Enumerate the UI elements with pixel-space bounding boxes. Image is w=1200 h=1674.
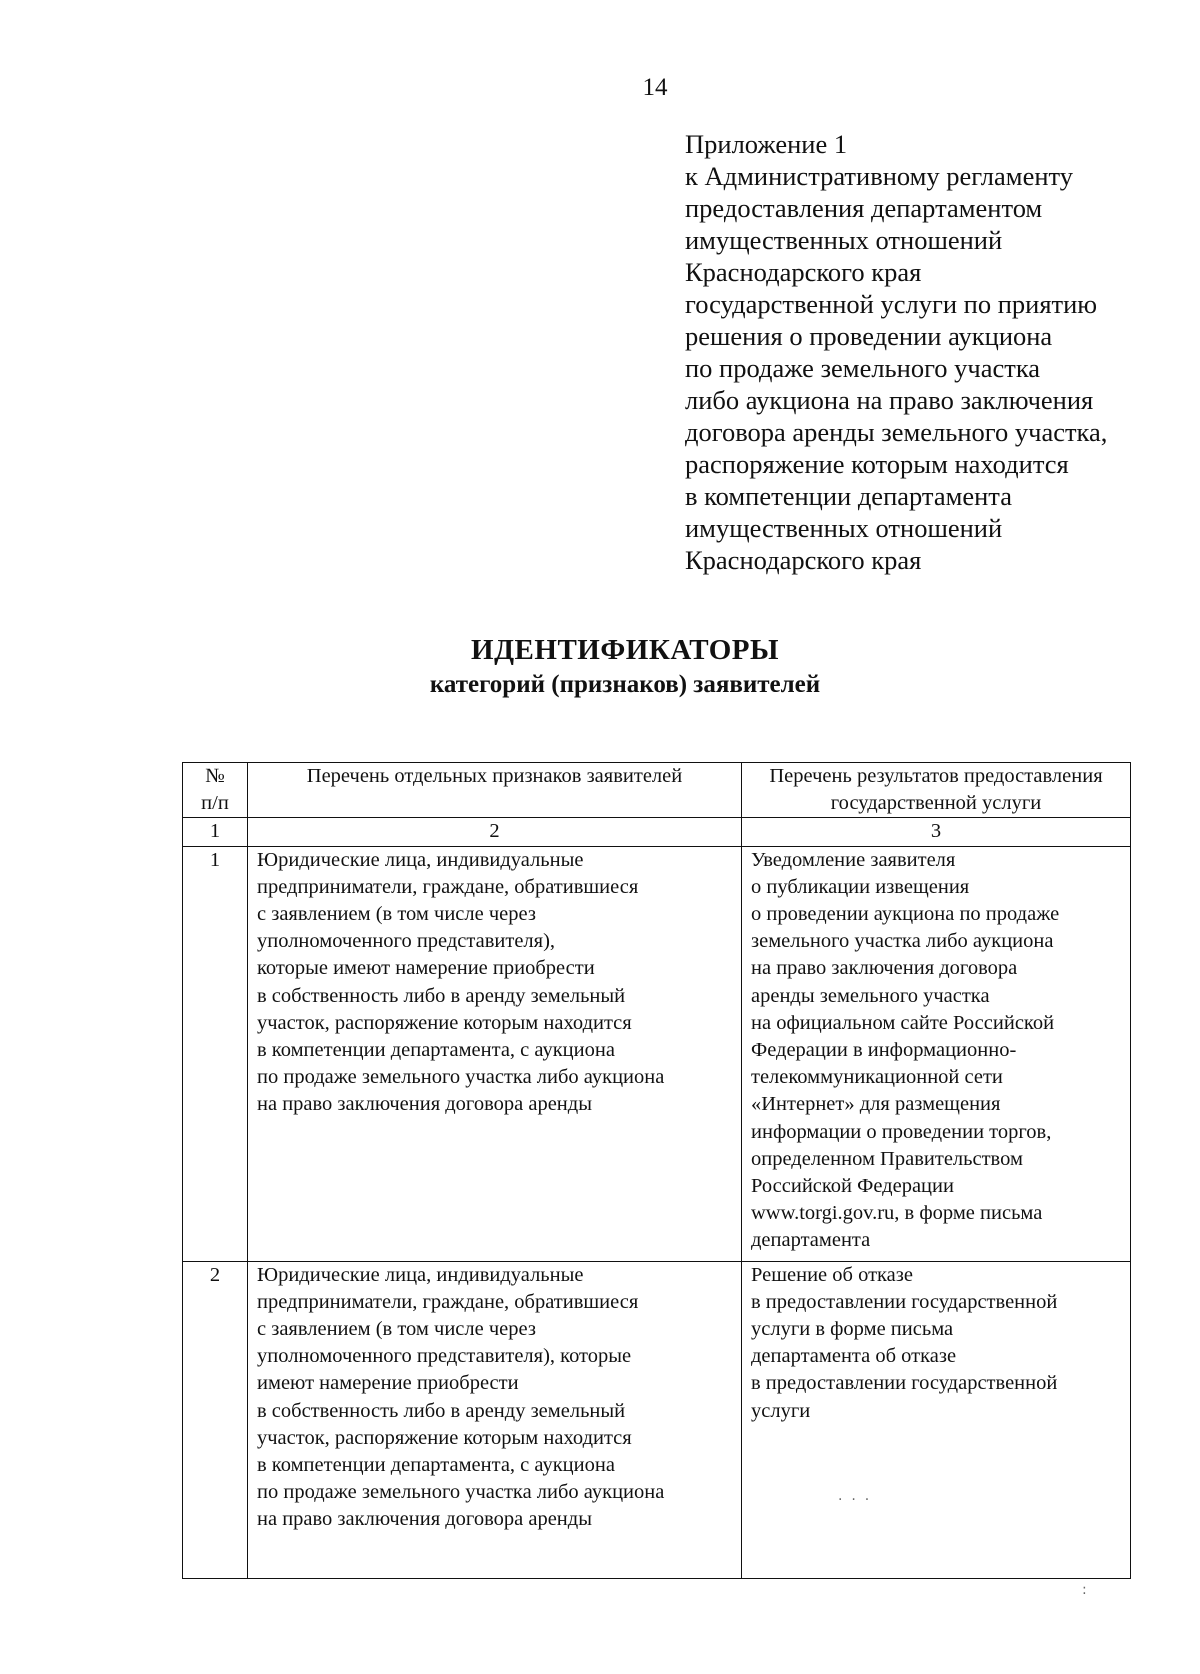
cell-line: определенном Правительством (751, 1147, 1023, 1170)
row-results (742, 846, 1131, 1261)
cell-line: «Интернет» для размещения (751, 1093, 1001, 1116)
cell-line: о публикации извещения (751, 875, 970, 898)
header-line: № (205, 765, 225, 787)
column-index: 3 (742, 818, 1131, 846)
header-number (183, 763, 248, 818)
header-line: Перечень результатов предоставления (769, 765, 1103, 787)
cell-line: в компетенции департамента, с аукциона (257, 1454, 615, 1477)
cell-line: телекоммуникационной сети (751, 1066, 1003, 1089)
appendix-line: к Административному регламенту (685, 161, 1073, 191)
cell-line: Российской Федерации (751, 1175, 954, 1198)
table-header-row (183, 763, 1131, 818)
document-subtitle: категорий (признаков) заявителей (429, 671, 821, 698)
cell-line: которые имеют намерение приобрести (257, 957, 595, 980)
cell-line: Юридические лица, индивидуальные (257, 848, 584, 871)
cell-line: уполномоченного представителя), которые (257, 1345, 632, 1368)
appendix-line: договора аренды земельного участка, (685, 417, 1108, 447)
column-index: 1 (183, 818, 248, 846)
table-row (183, 846, 1131, 1261)
page-number: 14 (642, 74, 668, 101)
cell-line: в компетенции департамента, с аукциона (257, 1039, 615, 1062)
cell-line: аренды земельного участка (751, 984, 990, 1007)
column-index-row (183, 818, 1131, 846)
cell-line: на официальном сайте Российской (751, 1011, 1055, 1034)
appendix-line: по продаже земельного участка (685, 353, 1041, 383)
appendix-line: в компетенции департамента (685, 481, 1012, 511)
cell-line: предприниматели, граждане, обратившиеся (257, 875, 639, 898)
cell-line: www.torgi.gov.ru, в форме письма (751, 1202, 1043, 1225)
cell-line: Федерации в информационно- (751, 1039, 1017, 1062)
cell-line: в собственность либо в аренду земельный (257, 1399, 626, 1422)
appendix-line: Приложение 1 (685, 129, 848, 159)
cell-line: уполномоченного представителя), (257, 930, 556, 953)
appendix-line: предоставления департаментом (685, 193, 1043, 223)
appendix-line: государственной услуги по приятию (685, 289, 1098, 319)
cell-line: департамента об отказе (751, 1345, 957, 1368)
cell-line: по продаже земельного участка либо аукциона (257, 1066, 665, 1089)
cell-line: услуги (751, 1399, 811, 1422)
cell-line: услуги в форме письма (751, 1318, 954, 1341)
cell-line: в предоставлении государственной (751, 1372, 1058, 1395)
cell-line: в предоставлении государственной (751, 1290, 1058, 1313)
identifiers-table (182, 762, 1131, 1579)
cell-line: с заявлением (в том числе через (257, 1318, 536, 1341)
row-number: 2 (183, 1261, 248, 1578)
scan-artifact: . . . (838, 1488, 870, 1504)
header-line: государственной услуги (830, 792, 1042, 815)
cell-line: на право заключения договора аренды (257, 1093, 592, 1116)
cell-line: на право заключения договора (751, 957, 1018, 980)
appendix-line: либо аукциона на право заключения (685, 385, 1094, 415)
cell-line: в собственность либо в аренду земельный (257, 984, 626, 1007)
cell-line: земельного участка либо аукциона (751, 930, 1054, 953)
cell-line: участок, распоряжение которым находится (257, 1426, 632, 1449)
appendix-line: имущественных отношений (685, 513, 1003, 543)
header-line: Перечень отдельных признаков заявителей (306, 765, 683, 787)
cell-line: Решение об отказе (751, 1263, 913, 1286)
cell-line: участок, распоряжение которым находится (257, 1011, 632, 1034)
header-results (742, 763, 1131, 818)
cell-line: Уведомление заявителя (751, 848, 956, 871)
row-number: 1 (183, 846, 248, 1261)
appendix-line: распоряжение которым находится (685, 449, 1069, 479)
cell-line: о проведении аукциона по продаже (751, 903, 1060, 926)
cell-line: информации о проведении торгов, (751, 1120, 1052, 1143)
column-index: 2 (248, 818, 742, 846)
appendix-line: Краснодарского края (685, 545, 922, 575)
row-results (742, 1261, 1131, 1578)
cell-line: на право заключения договора аренды (257, 1508, 592, 1531)
document-title: ИДЕНТИФИКАТОРЫ (471, 634, 779, 666)
header-attributes (248, 763, 742, 818)
appendix-line: решения о проведении аукциона (685, 321, 1053, 351)
cell-line: департамента (751, 1229, 871, 1252)
cell-line: Юридические лица, индивидуальные (257, 1263, 584, 1286)
cell-line: предприниматели, граждане, обратившиеся (257, 1290, 639, 1313)
cell-line: имеют намерение приобрести (257, 1372, 519, 1395)
appendix-header (685, 128, 1185, 576)
cell-line: по продаже земельного участка либо аукциона (257, 1481, 665, 1504)
header-line: п/п (201, 792, 229, 815)
appendix-line: имущественных отношений (685, 225, 1003, 255)
table-row (183, 1261, 1131, 1578)
cell-line: с заявлением (в том числе через (257, 903, 536, 926)
row-attributes (248, 846, 742, 1261)
scan-artifact: : (1082, 1582, 1087, 1598)
row-attributes (248, 1261, 742, 1578)
appendix-line: Краснодарского края (685, 257, 922, 287)
